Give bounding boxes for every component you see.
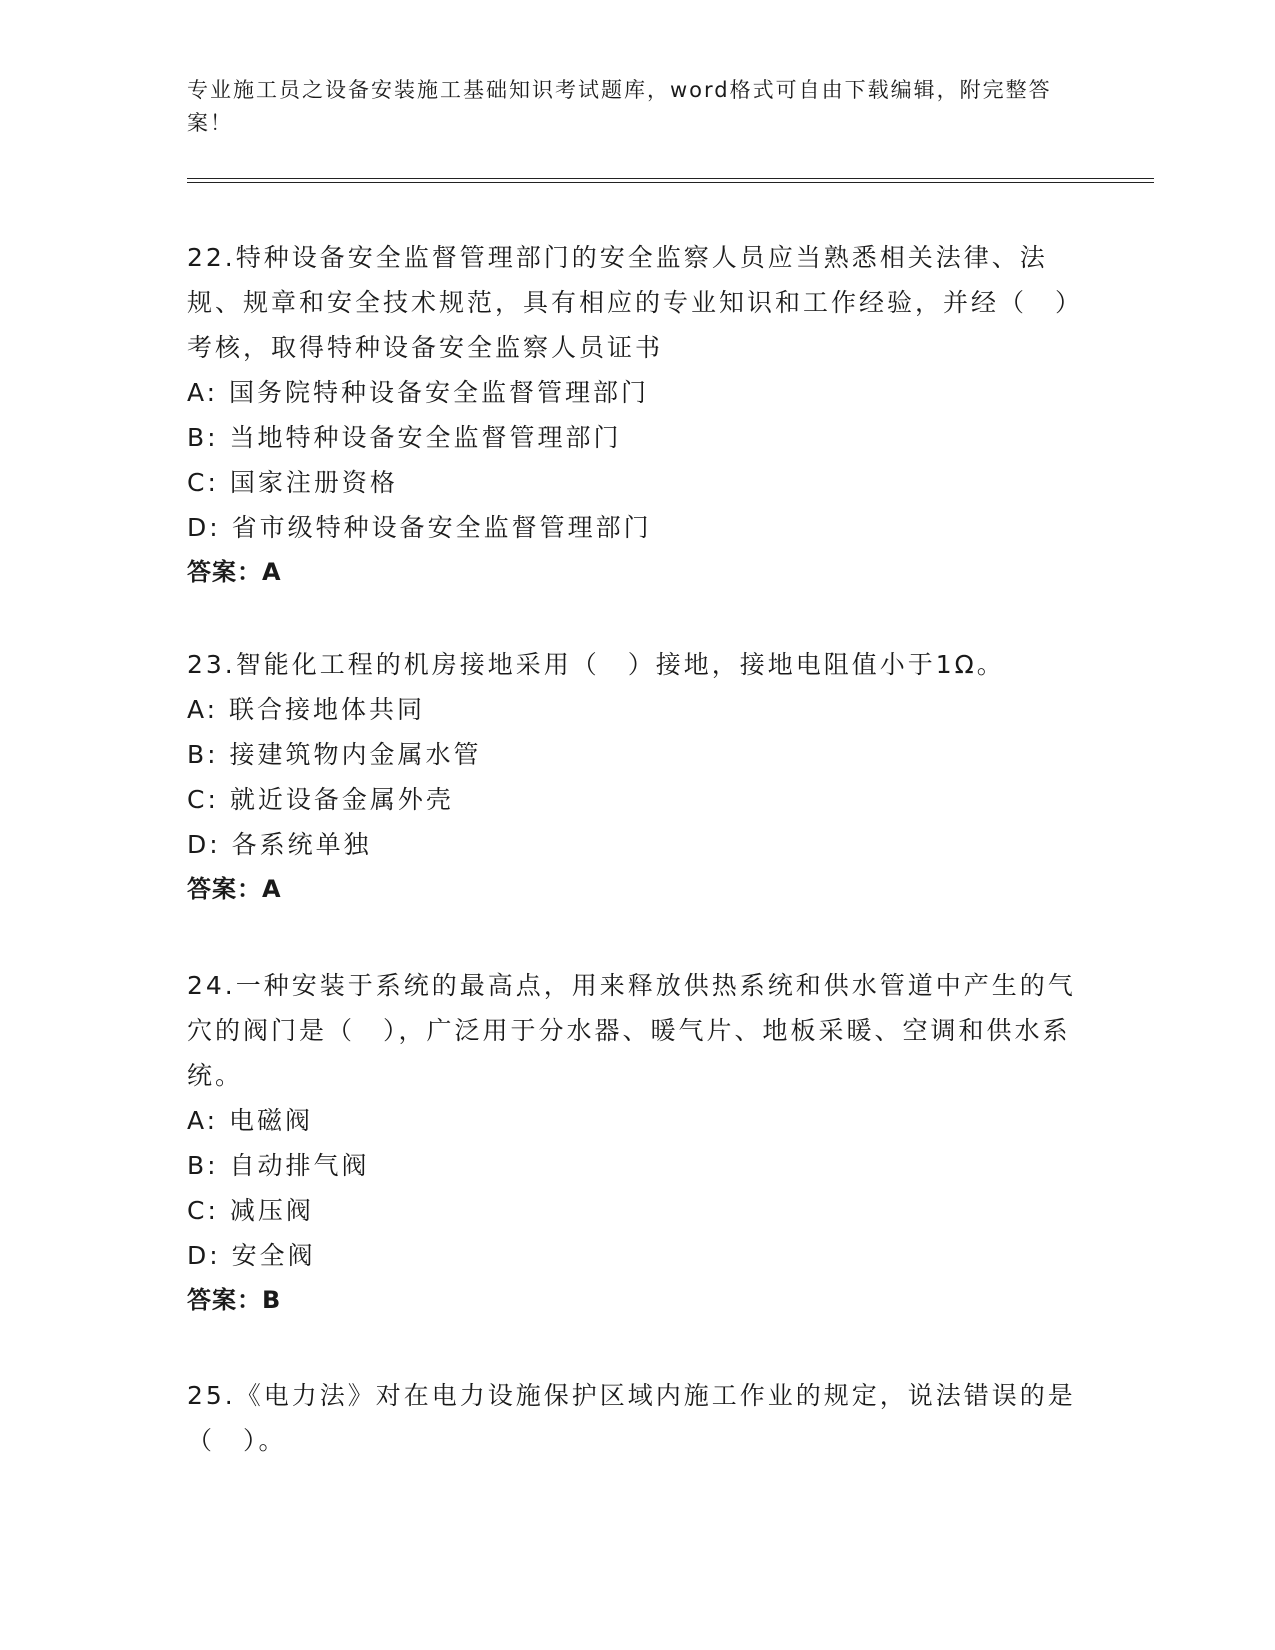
answer-label: 答案：A xyxy=(187,558,282,586)
document-header: 专业施工员之设备安装施工基础知识考试题库，word格式可自由下载编辑，附完整答案！ xyxy=(187,78,1052,135)
question-22 xyxy=(187,235,1077,595)
question-23 xyxy=(187,642,1077,912)
option-c: C: 国家注册资格 xyxy=(187,468,398,497)
answer-label: 答案：B xyxy=(187,1286,282,1314)
question-24 xyxy=(187,963,1077,1323)
header-divider-top xyxy=(187,178,1154,179)
option-a: A: 电磁阀 xyxy=(187,1106,314,1135)
question-25 xyxy=(187,1373,1077,1463)
option-c: C: 减压阀 xyxy=(187,1196,314,1225)
option-c: C: 就近设备金属外壳 xyxy=(187,785,454,814)
option-list xyxy=(187,687,1077,867)
option-d: D: 省市级特种设备安全监督管理部门 xyxy=(187,513,652,542)
option-b: B: 接建筑物内金属水管 xyxy=(187,740,482,769)
option-d: D: 安全阀 xyxy=(187,1241,316,1270)
question-stem: 22.特种设备安全监督管理部门的安全监察人员应当熟悉相关法律、法规、规章和安全技术规范，具有相应的专业知识和工作经验，并经（ ）考核，取得特种设备安全监察人员证书 xyxy=(187,243,1071,362)
option-d: D: 各系统单独 xyxy=(187,830,372,859)
question-stem: 24.一种安装于系统的最高点，用来释放供热系统和供水管道中产生的气穴的阀门是（ ），广泛用于分水器、暖气片、地板采暖、空调和供水系统。 xyxy=(187,971,1076,1090)
option-b: B: 自动排气阀 xyxy=(187,1151,370,1180)
question-stem: 25.《电力法》对在电力设施保护区域内施工作业的规定，说法错误的是（ ）。 xyxy=(187,1381,1076,1455)
option-list xyxy=(187,370,1077,550)
question-stem: 23.智能化工程的机房接地采用（ ）接地，接地电阻值小于1Ω。 xyxy=(187,650,1005,679)
header-divider-bottom xyxy=(187,182,1154,183)
option-b: B: 当地特种设备安全监督管理部门 xyxy=(187,423,622,452)
answer-label: 答案：A xyxy=(187,875,282,903)
option-a: A: 联合接地体共同 xyxy=(187,695,426,724)
option-list xyxy=(187,1098,1077,1278)
option-a: A: 国务院特种设备安全监督管理部门 xyxy=(187,378,650,407)
